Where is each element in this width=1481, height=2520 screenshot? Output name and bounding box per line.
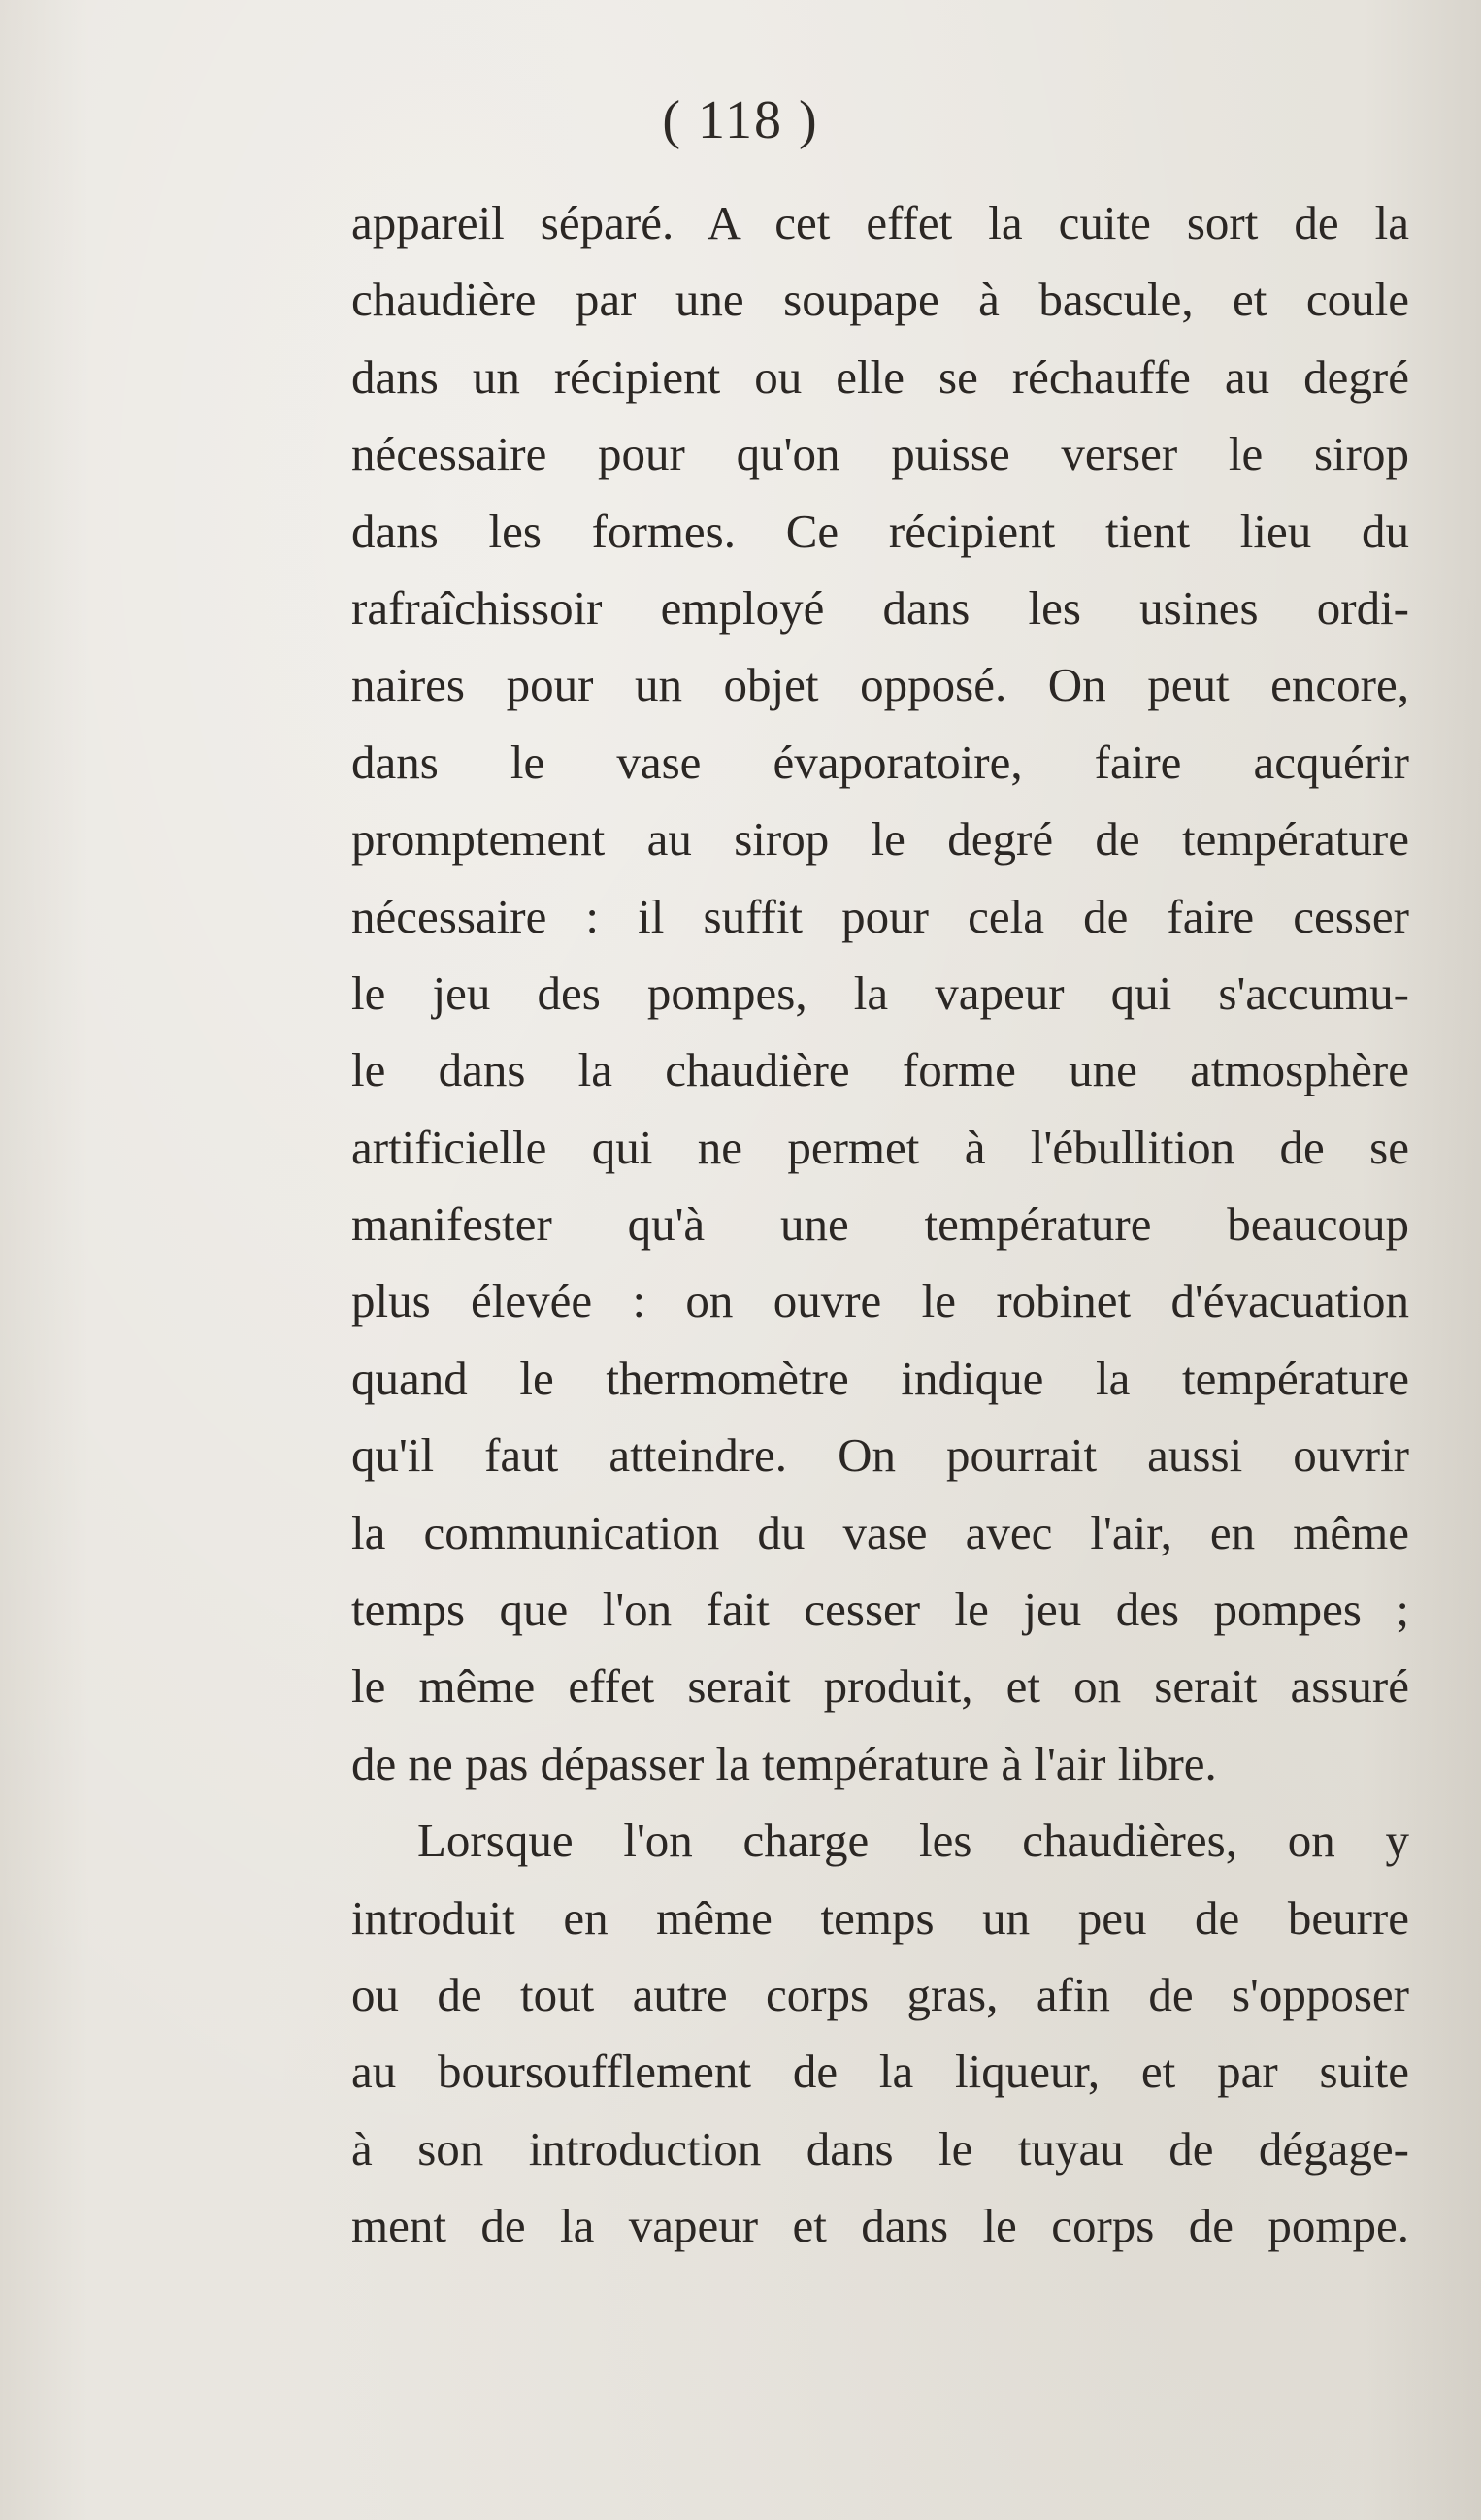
text-line: la communication du vase avec l'air, en même	[351, 1505, 1409, 1559]
text-line: ment de la vapeur et dans le corps de pompe.	[351, 2199, 1409, 2253]
text-line: quand le thermomètre indique la température	[351, 1351, 1409, 1405]
body-text	[351, 184, 1409, 2265]
page-number: ( 118 )	[662, 90, 819, 150]
text-line: artificielle qui ne permet à l'ébullition de se	[351, 1120, 1409, 1174]
text-line: le dans la chaudière forme une atmosphère	[351, 1043, 1409, 1097]
text-line: le jeu des pompes, la vapeur qui s'accumu-	[351, 965, 1409, 1020]
text-line: à son introduction dans le tuyau de dégage-	[351, 2121, 1409, 2176]
text-line: dans un récipient ou elle se réchauffe au degré	[351, 349, 1409, 404]
text-line: plus élevée : on ouvre le robinet d'évacuation	[351, 1274, 1409, 1328]
text-line: naires pour un objet opposé. On peut encore,	[351, 658, 1409, 712]
text-line: nécessaire : il suffit pour cela de faire cesser	[351, 889, 1409, 943]
text-line: appareil séparé. A cet effet la cuite sort de la	[351, 196, 1409, 249]
text-line: qu'il faut atteindre. On pourrait aussi ouvrir	[351, 1428, 1409, 1483]
text-line: temps que l'on fait cesser le jeu des pompes ;	[351, 1583, 1409, 1637]
text-line: ou de tout autre corps gras, afin de s'opposer	[351, 1967, 1409, 2021]
text-line: nécessaire pour qu'on puisse verser le sirop	[351, 427, 1409, 481]
text-line: promptement au sirop le degré de température	[351, 812, 1409, 867]
text-line: dans le vase évaporatoire, faire acquérir	[351, 735, 1409, 789]
text-line: introduit en même temps un peu de beurre	[351, 1890, 1409, 1945]
text-line: dans les formes. Ce récipient tient lieu du	[351, 504, 1409, 558]
text-line: chaudière par une soupape à bascule, et coule	[351, 273, 1409, 327]
text-line: de ne pas dépasser la température à l'air libre.	[351, 1736, 1217, 1790]
text-line: rafraîchissoir employé dans les usines ordi-	[351, 580, 1409, 635]
text-line: le même effet serait produit, et on serait assuré	[351, 1659, 1409, 1714]
text-line: au boursoufflement de la liqueur, et par suite	[351, 2045, 1409, 2099]
text-line: manifester qu'à une température beaucoup	[351, 1197, 1409, 1252]
text-line: Lorsque l'on charge les chaudières, on y	[417, 1814, 1409, 1868]
